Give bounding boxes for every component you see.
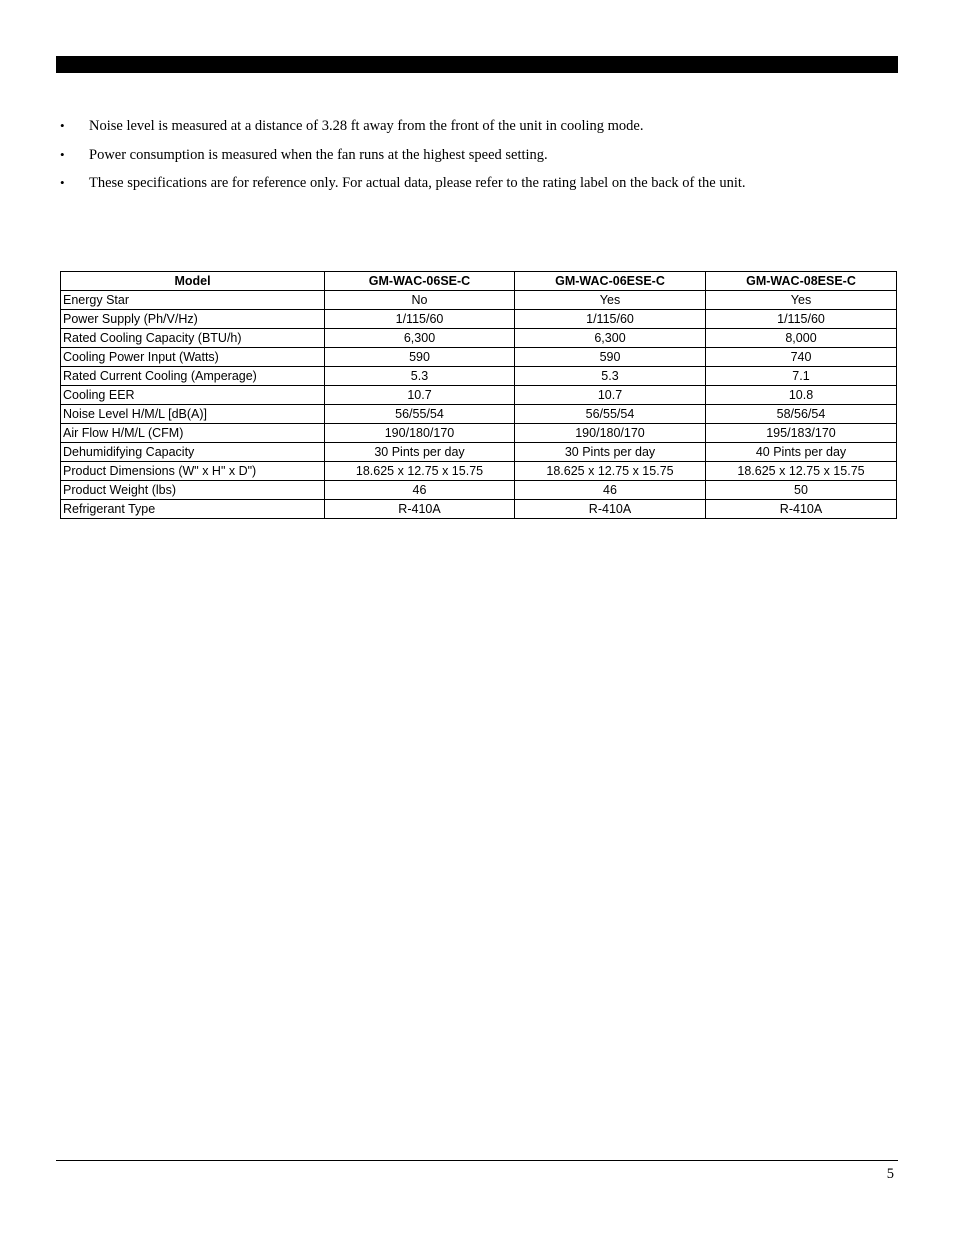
spec-notes-list [56,116,898,202]
table-row [61,310,897,329]
row-label: Cooling Power Input (Watts) [61,348,325,367]
cell-value: 5.3 [515,367,706,386]
cell-value: 18.625 x 12.75 x 15.75 [515,462,706,481]
cell-value: Yes [515,291,706,310]
row-label: Air Flow H/M/L (CFM) [61,424,325,443]
bullet-icon: • [60,175,65,190]
cell-value: Yes [706,291,897,310]
cell-value: No [325,291,515,310]
cell-value: 6,300 [325,329,515,348]
header-bar [56,56,898,73]
table-row [61,462,897,481]
footer-divider [56,1160,898,1161]
header-model-2: GM-WAC-06ESE-C [515,272,706,291]
note-text: Power consumption is measured when the fan runs at the highest speed setting. [89,146,548,163]
row-label: Product Weight (lbs) [61,481,325,500]
cell-value: 10.7 [325,386,515,405]
bullet-icon: • [60,146,65,162]
bullet-icon: • [60,118,65,133]
note-item [56,145,898,165]
cell-value: 10.8 [706,386,897,405]
cell-value: 58/56/54 [706,405,897,424]
cell-value: 740 [706,348,897,367]
cell-value: 190/180/170 [325,424,515,443]
cell-value: 590 [515,348,706,367]
table-row [61,367,897,386]
row-label: Product Dimensions (W" x H" x D") [61,462,325,481]
cell-value: 18.625 x 12.75 x 15.75 [325,462,515,481]
cell-value: 7.1 [706,367,897,386]
note-text: Noise level is measured at a distance of 3.28 ft away from the front of the unit in cooling mode. [89,118,644,134]
header-model: Model [61,272,325,291]
row-label: Rated Current Cooling (Amperage) [61,367,325,386]
header-model-3: GM-WAC-08ESE-C [706,272,897,291]
cell-value: R-410A [515,500,706,519]
cell-value: 56/55/54 [325,405,515,424]
table-row [61,443,897,462]
cell-value: 1/115/60 [706,310,897,329]
table-row [61,481,897,500]
table-row [61,424,897,443]
cell-value: 8,000 [706,329,897,348]
note-item [56,173,898,193]
table-row [61,500,897,519]
cell-value: 195/183/170 [706,424,897,443]
cell-value: 50 [706,481,897,500]
row-label: Dehumidifying Capacity [61,443,325,462]
cell-value: 56/55/54 [515,405,706,424]
cell-value: 30 Pints per day [325,443,515,462]
cell-value: 6,300 [515,329,706,348]
row-label: Energy Star [61,291,325,310]
page-number: 5 [886,1166,894,1182]
row-label: Power Supply (Ph/V/Hz) [61,310,325,329]
header-model-1: GM-WAC-06SE-C [325,272,515,291]
cell-value: 18.625 x 12.75 x 15.75 [706,462,897,481]
row-label: Cooling EER [61,386,325,405]
cell-value: 5.3 [325,367,515,386]
row-label: Refrigerant Type [61,500,325,519]
row-label: Noise Level H/M/L [dB(A)] [61,405,325,424]
table-header-row [61,272,897,291]
table-row [61,405,897,424]
cell-value: 1/115/60 [325,310,515,329]
cell-value: 30 Pints per day [515,443,706,462]
table-row [61,348,897,367]
cell-value: 1/115/60 [515,310,706,329]
note-text: These specifications are for reference only. For actual data, please refer to the rating label on the back of the unit. [89,175,746,191]
cell-value: 190/180/170 [515,424,706,443]
cell-value: 10.7 [515,386,706,405]
cell-value: 40 Pints per day [706,443,897,462]
row-label: Rated Cooling Capacity (BTU/h) [61,329,325,348]
cell-value: R-410A [706,500,897,519]
table-row [61,291,897,310]
cell-value: R-410A [325,500,515,519]
cell-value: 46 [515,481,706,500]
specifications-table [60,271,897,519]
table-row [61,386,897,405]
cell-value: 590 [325,348,515,367]
table-row [61,329,897,348]
note-item [56,116,898,136]
cell-value: 46 [325,481,515,500]
